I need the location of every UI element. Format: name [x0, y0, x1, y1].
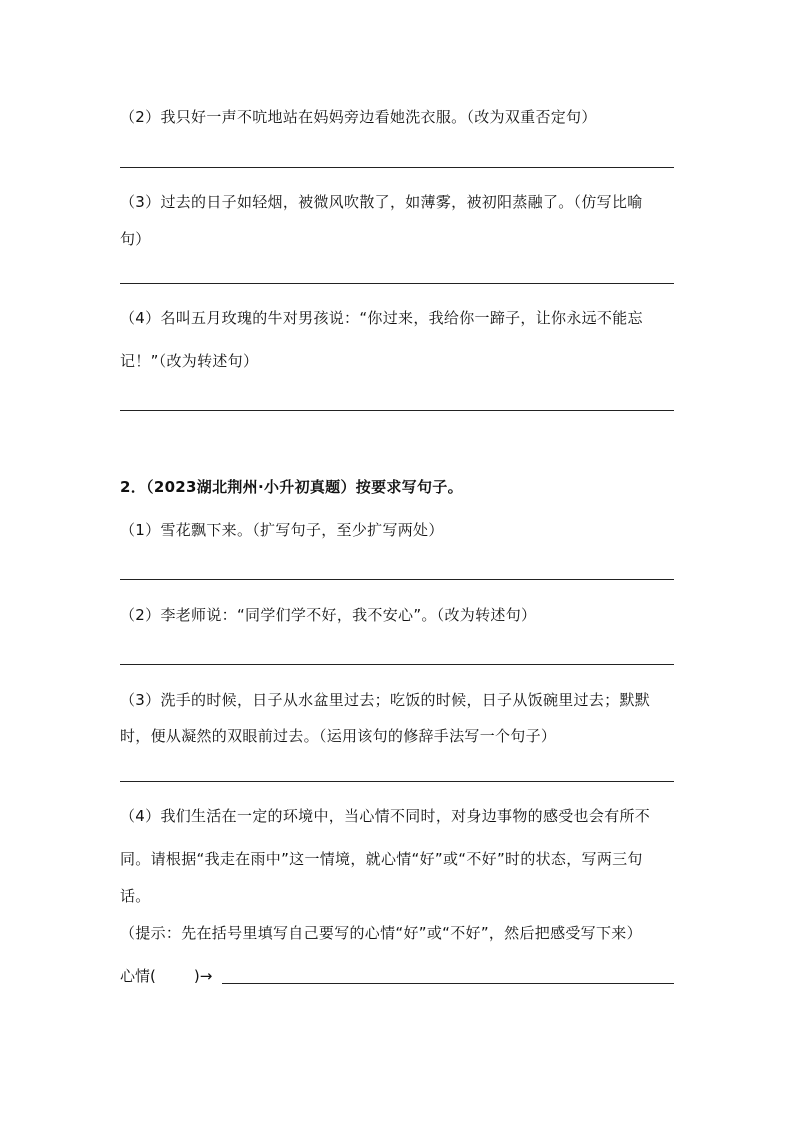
mood-suffix: )→ [193, 967, 213, 985]
mood-fill-row [120, 966, 212, 986]
mood-prefix: 心情( [120, 967, 156, 985]
q2-item1-answer-line[interactable] [120, 579, 674, 580]
q1-item4-text-line1: （4）名叫五月玫瑰的牛对男孩说：“你过来，我给你一蹄子，让你永远不能忘 [120, 309, 643, 327]
mood-answer-line[interactable] [222, 983, 674, 984]
q1-item2-text: （2）我只好一声不吭地站在妈妈旁边看她洗衣服。（改为双重否定句） [120, 108, 597, 126]
q2-item2-answer-line[interactable] [120, 664, 674, 665]
q2-item4-text-line2: 同。请根据“我走在雨中”这一情境，就心情“好”或“不好”时的状态，写两三句 [120, 850, 643, 868]
q2-item3-text-line2: 时，便从凝然的双眼前过去。（运用该句的修辞手法写一个句子） [120, 727, 557, 745]
q2-title: 2．（2023湖北荆州·小升初真题）按要求写句子。 [120, 478, 463, 496]
q1-item2-answer-line[interactable] [120, 167, 674, 168]
q2-item1-text: （1）雪花飘下来。（扩写句子，至少扩写两处） [120, 521, 444, 539]
q2-item4-text-line3: 话。 [120, 887, 151, 905]
q1-item4-text-line2: 记！”（改为转述句） [120, 352, 259, 370]
q1-item3-text-line2: 句） [120, 230, 151, 248]
q2-item3-text-line1: （3）洗手的时候，日子从水盆里过去；吃饭的时候，日子从饭碗里过去；默默 [120, 691, 651, 709]
q1-item3-answer-line[interactable] [120, 283, 674, 284]
q2-item2-text: （2）李老师说：“同学们学不好，我不安心”。（改为转述句） [120, 606, 537, 624]
q2-item3-answer-line[interactable] [120, 781, 674, 782]
q1-item3-text-line1: （3）过去的日子如轻烟，被微风吹散了，如薄雾，被初阳蒸融了。（仿写比喻 [120, 193, 643, 211]
q1-item4-answer-line[interactable] [120, 410, 674, 411]
q2-hint-text: （提示：先在括号里填写自己要写的心情“好”或“不好”，然后把感受写下来） [120, 924, 642, 942]
q2-item4-text-line1: （4）我们生活在一定的环境中，当心情不同时，对身边事物的感受也会有所不 [120, 807, 651, 825]
